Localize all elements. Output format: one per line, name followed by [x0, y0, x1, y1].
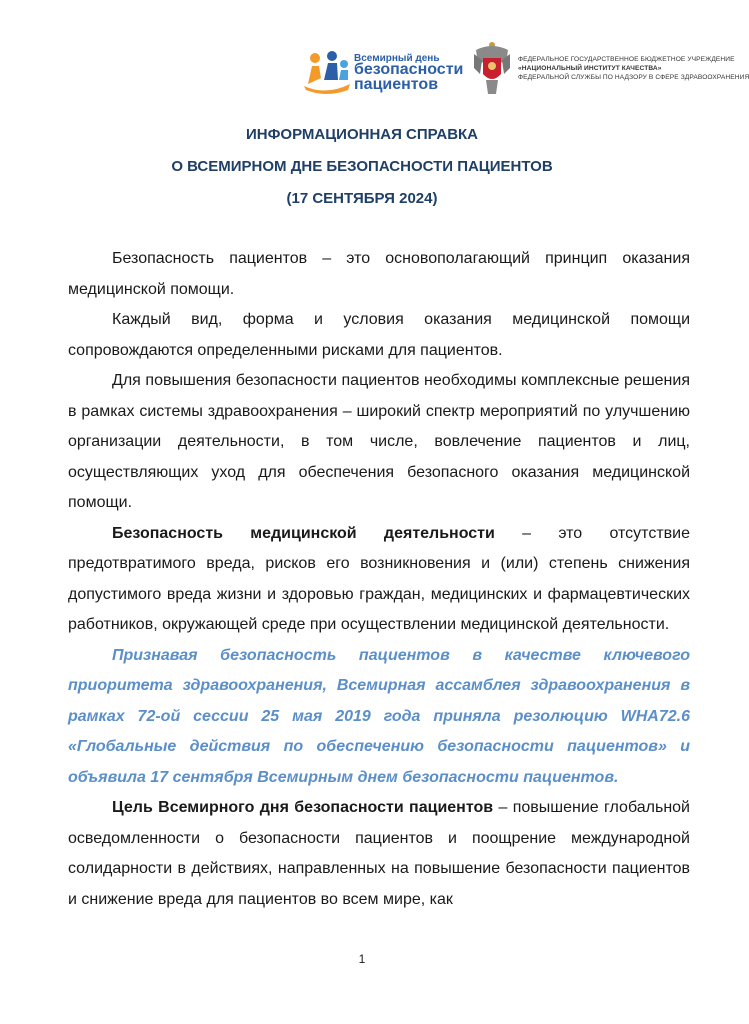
- page-number: 1: [358, 952, 366, 966]
- patient-safety-day-logo: [302, 50, 462, 96]
- national-quality-institute-logo: [472, 40, 749, 98]
- paragraph-4-term: Безопасность медицинской деятельности: [112, 524, 495, 542]
- people-figures-icon: [302, 50, 352, 96]
- paragraph-6-text: – повышение глобальной осведомленности о безопасности пациентов и поощрение международной солидарности в действиях, направленных на повышение безопасности пациентов и снижение вреда для пациентов во всем мире, как: [68, 799, 690, 908]
- institute-line-2: «НАЦИОНАЛЬНЫЙ ИНСТИТУТ КАЧЕСТВА»: [518, 65, 662, 72]
- paragraph-6: [68, 793, 690, 915]
- logo-line-1: Всемирный день: [354, 53, 440, 64]
- paragraph-3: Для повышения безопасности пациентов необходимы комплексные решения в рамках системы здравоохранения – широкий спектр мероприятий по улучшению организации деятельности, в том числе, вовлечение пациентов и лиц, осуществляющих уход для обеспечения безопасного оказания медицинской помощи.: [68, 372, 690, 511]
- document-body: [68, 244, 690, 915]
- document-title-line-1: ИНФОРМАЦИОННАЯ СПРАВКА: [245, 126, 479, 143]
- logo-line-2: безопасности: [354, 61, 464, 78]
- document-title-date: (17 СЕНТЯБРЯ 2024): [286, 190, 438, 207]
- paragraph-6-term: Цель Всемирного дня безопасности пациентов: [112, 799, 494, 816]
- institute-line-3: ФЕДЕРАЛЬНОЙ СЛУЖБЫ ПО НАДЗОРУ В СФЕРЕ ЗДРАВООХРАНЕНИЯ: [518, 74, 749, 81]
- paragraph-4: [68, 519, 690, 641]
- document-title-line-2: О ВСЕМИРНОМ ДНЕ БЕЗОПАСНОСТИ ПАЦИЕНТОВ: [171, 158, 553, 175]
- coat-of-arms-icon: [472, 40, 512, 98]
- institute-line-1: ФЕДЕРАЛЬНОЕ ГОСУДАРСТВЕННОЕ БЮДЖЕТНОЕ УЧРЕЖДЕНИЕ: [518, 56, 735, 63]
- logo-line-3: пациентов: [354, 76, 439, 93]
- paragraph-4-text: – это отсутствие предотвратимого вреда, рисков его возникновения и (или) степень снижения допустимого вреда жизни и здоровью граждан, медицинских и фармацевтических работников, окружающей среде при осуществлении медицинской деятельности.: [68, 524, 690, 633]
- paragraph-2: Каждый вид, форма и условия оказания медицинской помощи сопровождаются определенными рисками для пациентов.: [68, 311, 690, 359]
- paragraph-1: Безопасность пациентов – это основополагающий принцип оказания медицинской помощи.: [68, 250, 690, 298]
- paragraph-5-highlight: Признавая безопасность пациентов в качестве ключевого приоритета здравоохранения, Всемирная ассамблея здравоохранения в рамках 72-ой сессии 25 мая 2019 года приняла резолюцию WHA72.6 «Глобальные действия по обеспечению безопасности пациентов» и объявила 17 сентября Всемирным днем безопасности пациентов.: [68, 646, 690, 786]
